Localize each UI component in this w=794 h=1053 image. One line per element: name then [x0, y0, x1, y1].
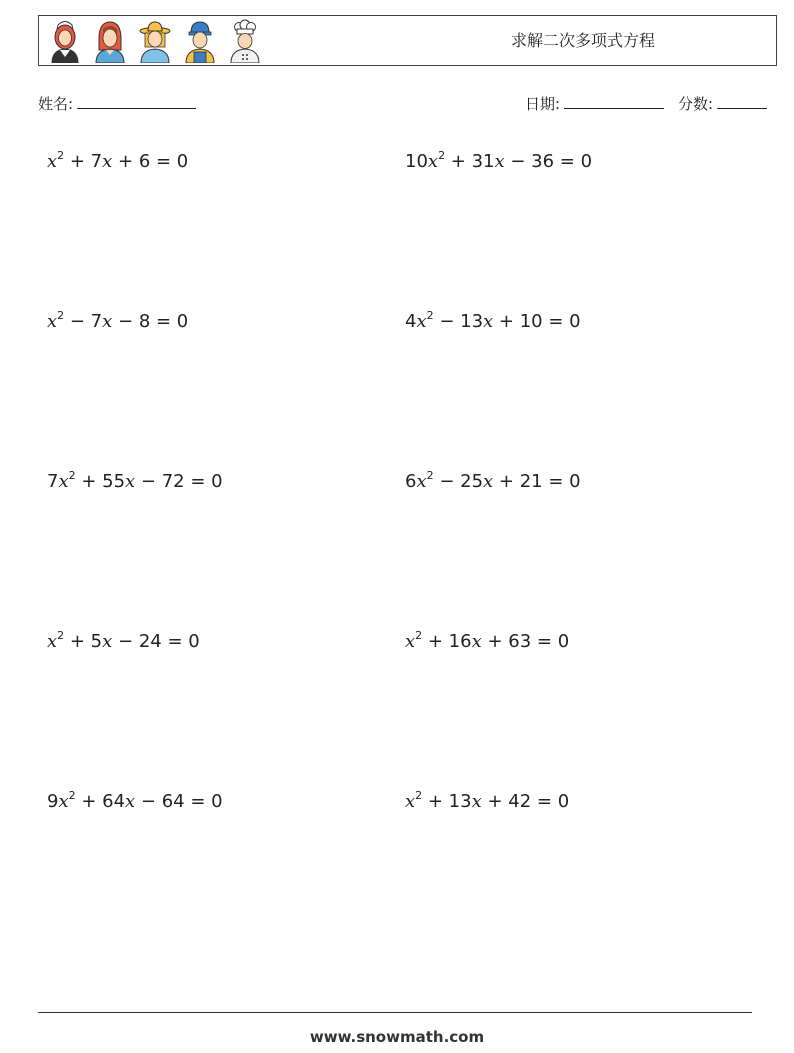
woman-avatar-icon — [91, 19, 129, 63]
name-field — [38, 93, 196, 114]
date-blank[interactable] — [564, 93, 664, 109]
problem-4: $4x^2 - 13x + 10 = 0$ — [405, 309, 581, 332]
footer-divider — [38, 1012, 752, 1013]
problem-7: $x^2 + 5x - 24 = 0$ — [47, 629, 200, 652]
maid-avatar-icon — [46, 19, 84, 63]
problem-2: $10x^2 + 31x - 36 = 0$ — [405, 149, 593, 172]
problem-5: $7x^2 + 55x - 72 = 0$ — [47, 469, 223, 492]
score-label: 分数: — [678, 95, 714, 113]
problem-9: $9x^2 + 64x - 64 = 0$ — [47, 789, 223, 812]
date-field — [525, 93, 664, 114]
date-label: 日期: — [525, 95, 561, 113]
farmer-avatar-icon — [136, 19, 174, 63]
problem-6: $6x^2 - 25x + 21 = 0$ — [405, 469, 581, 492]
worker-avatar-icon — [181, 19, 219, 63]
problem-1: $x^2 + 7x + 6 = 0$ — [47, 149, 189, 172]
score-blank[interactable] — [717, 93, 767, 109]
score-field — [678, 93, 767, 114]
problem-10: $x^2 + 13x + 42 = 0$ — [405, 789, 570, 812]
footer-site-link[interactable]: www.snowmath.com — [309, 1028, 485, 1046]
avatar-strip — [46, 19, 264, 63]
chef-avatar-icon — [226, 19, 264, 63]
worksheet-header — [38, 15, 777, 66]
name-label: 姓名: — [38, 95, 74, 113]
worksheet-title: 求解二次多项式方程 — [511, 31, 656, 50]
name-blank[interactable] — [77, 93, 196, 109]
problem-8: $x^2 + 16x + 63 = 0$ — [405, 629, 570, 652]
problem-3: $x^2 - 7x - 8 = 0$ — [47, 309, 189, 332]
